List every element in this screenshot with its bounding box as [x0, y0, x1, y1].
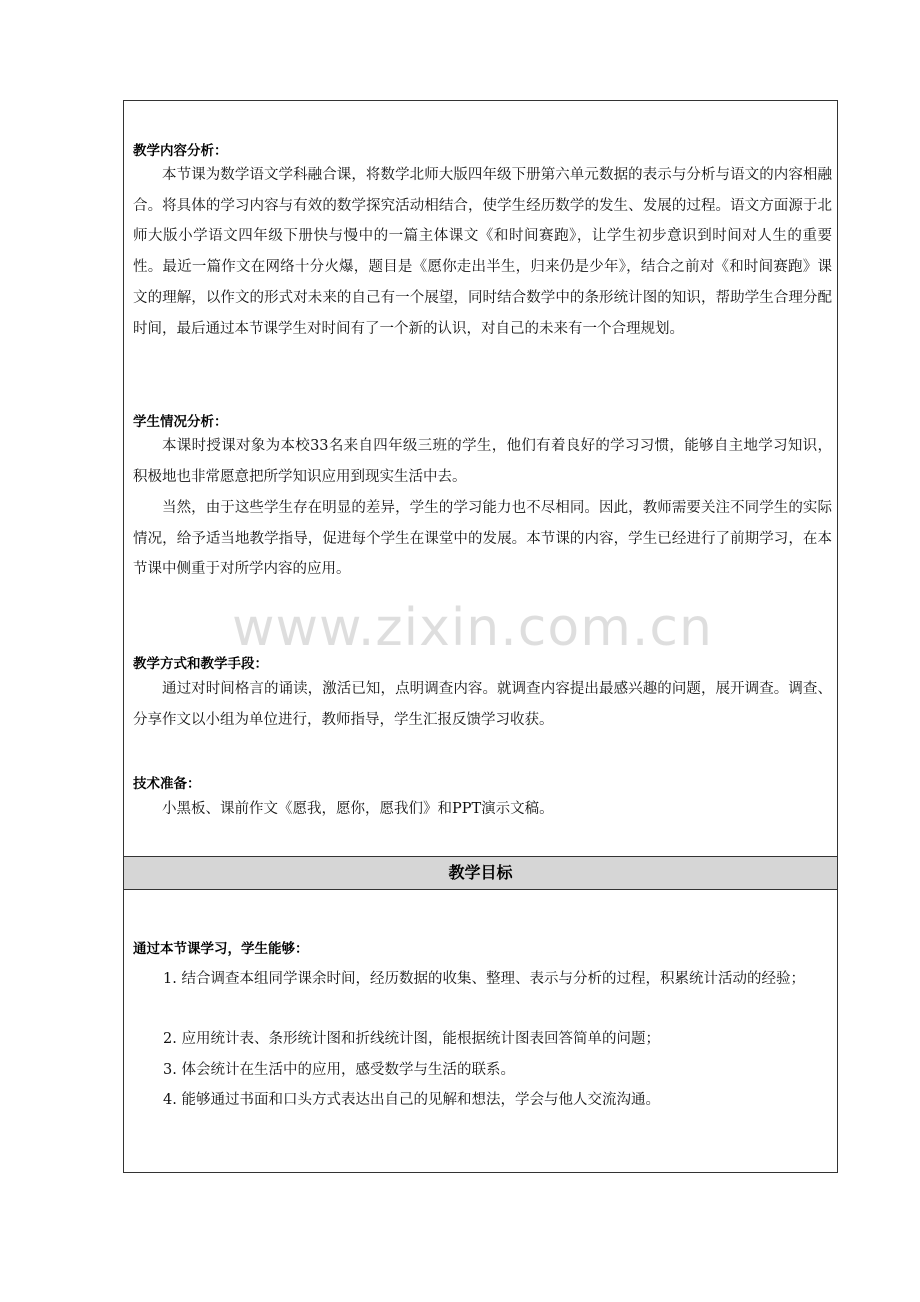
objective-item-2: 2. 应用统计表、条形统计图和折线统计图，能根据统计图表回答简单的问题； [163, 1031, 660, 1047]
student-analysis-text-1: 本课时授课对象为本校33名来自四年级三班的学生，他们有着良好的学习习惯，能够自主地学习知识，积极地也非常愿意把所学知识应用到现实生活中去。 [133, 438, 832, 485]
objectives-intro: 通过本节课学习，学生能够： [133, 941, 309, 957]
content-analysis-text: 本节课为数学语文学科融合课，将数学北师大版四年级下册第六单元数据的表示与分析与语文的内容相融合。将具体的学习内容与有效的数学探究活动相结合，使学生经历数学的发生、发展的过程。语文方面源于北师大版小学语文四年级下册快与慢中的一篇主体课文《和时间赛跑》，让学生初步意识到时间对人生的重要性。最近一篇作文在网络十分火爆，题目是《愿你走出半生，归来仍是少年》，结合之前对《和时间赛跑》课文的理解，以作文的形式对未来的自己有一个展望，同时结合数学中的条形统计图的知识，帮助学生合理分配时间，最后通过本节课学生对时间有了一个新的认识，对自己的未来有一个合理规划。 [133, 167, 832, 337]
analysis-cell [124, 101, 837, 856]
lesson-plan-table [123, 100, 838, 1173]
tech-prep-text: 小黑板、课前作文《愿我，愿你，愿我们》和PPT演示文稿。 [162, 801, 554, 817]
content-analysis-heading: 教学内容分析： [133, 143, 228, 159]
objective-item-1: 1. 结合调查本组同学课余时间，经历数据的收集、整理、表示与分析的过程，积累统计活动的经验； [163, 971, 805, 987]
objective-item-4: 4. 能够通过书面和口头方式表达出自己的见解和想法，学会与他人交流沟通。 [163, 1092, 660, 1108]
watermark-text: www.zixin.com.cn [232, 598, 713, 658]
student-analysis-heading: 学生情况分析： [133, 414, 228, 430]
tech-prep-heading: 技术准备： [133, 776, 201, 792]
student-analysis-text-2: 当然，由于这些学生存在明显的差异，学生的学习能力也不尽相同。因此，教师需要关注不同学生的实际情况，给予适当地教学指导，促进每个学生在课堂中的发展。本节课的内容，学生已经进行了前期学习，在本节课中侧重于对所学内容的应用。 [133, 500, 832, 578]
objectives-header: 教学目标 [124, 856, 837, 890]
objectives-cell [124, 890, 837, 1172]
teaching-method-heading: 教学方式和教学手段： [133, 656, 268, 672]
teaching-method-text: 通过对时间格言的诵读，激活已知，点明调查内容。就调查内容提出最感兴趣的问题，展开调查。调查、分享作文以小组为单位进行，教师指导，学生汇报反馈学习收获。 [133, 681, 832, 728]
objective-item-3: 3. 体会统计在生活中的应用，感受数学与生活的联系。 [163, 1062, 515, 1078]
